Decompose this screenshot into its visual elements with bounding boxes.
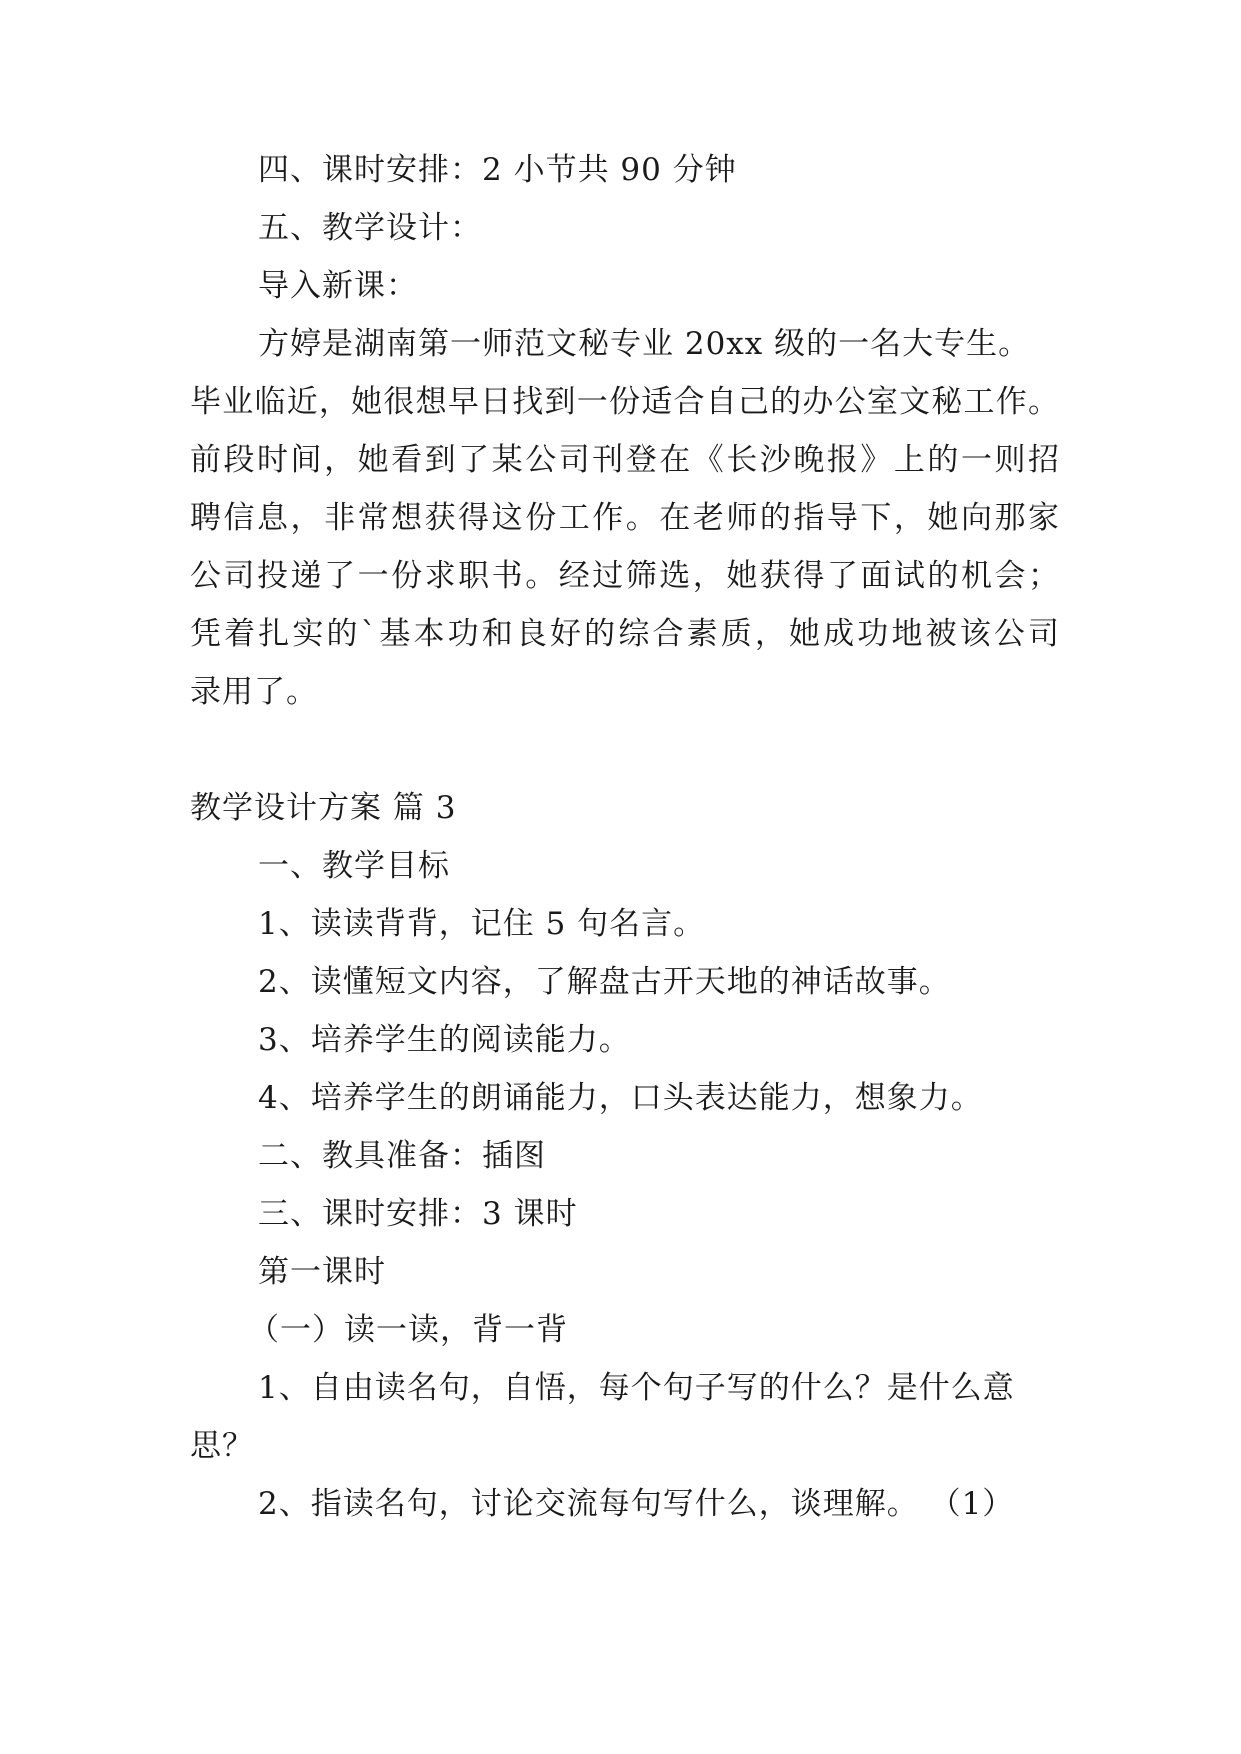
paragraph-line: 录用了。 [190,674,318,710]
list-item: 二、教具准备：插图 [258,1138,546,1174]
list-item: 2、读懂短文内容，了解盘古开天地的神话故事。 [258,964,951,1000]
question-line: 1、自由读名句，自悟，每个句子写的什么？是什么意 [258,1370,1015,1406]
list-item: 一、教学目标 [258,848,450,884]
design-line: 五、教学设计： [258,210,482,246]
paragraph-line: 公司投递了一份求职书。经过筛选，她获得了面试的机会； [190,558,1060,594]
paragraph-line: 前段时间，她看到了某公司刊登在《长沙晚报》上的一则招 [190,442,1060,478]
list-item: 1、读读背背，记住 5 句名言。 [258,906,706,942]
paragraph-line: 方婷是湖南第一师范文秘专业 20xx 级的一名大专生。 [258,326,1031,362]
list-item: 4、培养学生的朗诵能力，口头表达能力，想象力。 [258,1080,983,1116]
intro-line: 导入新课： [258,268,418,304]
paragraph-line: 毕业临近，她很想早日找到一份适合自己的办公室文秘工作。 [190,384,1060,420]
schedule-line: 四、课时安排：2 小节共 90 分钟 [258,152,737,188]
paragraph-line: 聘信息，非常想获得这份工作。在老师的指导下，她向那家 [190,500,1060,536]
list-item: 第一课时 [258,1254,386,1290]
question-line: 2、指读名句，讨论交流每句写什么，谈理解。 （1） [258,1486,1015,1522]
paragraph-line: 凭着扎实的`基本功和良好的综合素质，她成功地被该公司 [190,616,1060,652]
list-item: 三、课时安排：3 课时 [258,1196,578,1232]
section-heading: 教学设计方案 篇 3 [190,790,457,826]
question-line: 思？ [190,1428,254,1464]
subsection-heading: （一）读一读，背一背 [248,1312,568,1348]
list-item: 3、培养学生的阅读能力。 [258,1022,631,1058]
